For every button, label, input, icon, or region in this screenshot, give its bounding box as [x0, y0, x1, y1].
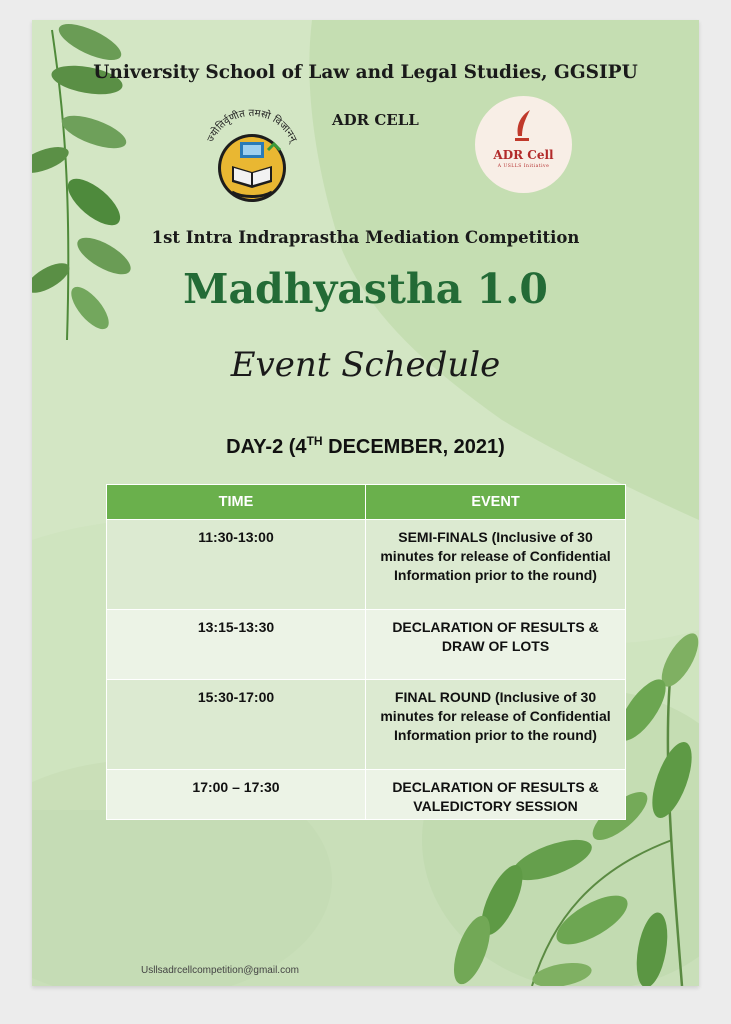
adr-cell-heading: ADR CELL: [332, 111, 419, 129]
competition-title: 1st Intra Indraprastha Mediation Competition: [151, 228, 580, 247]
event-cell: DECLARATION OF RESULTS & DRAW OF LOTS: [366, 610, 626, 680]
adr-logo-name: ADR Cell: [493, 148, 554, 162]
event-name: Madhyastha 1.0: [183, 265, 548, 313]
schedule-table: [106, 484, 626, 820]
table-row: [107, 520, 626, 610]
table-row: [107, 680, 626, 770]
event-cell: DECLARATION OF RESULTS & VALEDICTORY SESSION: [366, 770, 626, 820]
time-column-header: TIME: [107, 485, 366, 520]
event-schedule-subtitle: Event Schedule: [230, 345, 501, 385]
time-cell: 13:15-13:30: [107, 610, 366, 680]
adr-cell-logo: [475, 96, 572, 193]
time-cell: 17:00 – 17:30: [107, 770, 366, 820]
table-row: [107, 610, 626, 680]
event-cell: FINAL ROUND (Inclusive of 30 minutes for release of Confidential Information prior to the round): [366, 680, 626, 770]
event-column-header: EVENT: [366, 485, 626, 520]
quill-pen-icon: [512, 110, 534, 146]
table-row: [107, 770, 626, 820]
university-logo: [192, 106, 312, 218]
table-header-row: [107, 485, 626, 520]
university-motto: ज्योतिर्वृणीत तमसो विजानन्: [205, 107, 299, 144]
adr-logo-tagline: A USLLS Initiative: [497, 164, 550, 169]
event-cell: SEMI-FINALS (Inclusive of 30 minutes for release of Confidential Information prior to the round): [366, 520, 626, 610]
time-cell: 15:30-17:00: [107, 680, 366, 770]
time-cell: 11:30-13:00: [107, 520, 366, 610]
contact-email[interactable]: Usllsadrcellcompetition@gmail.com: [141, 965, 299, 976]
event-poster: [32, 20, 699, 986]
day-heading: DAY-2 (4TH DECEMBER, 2021): [226, 434, 505, 458]
institution-title: University School of Law and Legal Studies, GGSIPU: [93, 62, 638, 83]
